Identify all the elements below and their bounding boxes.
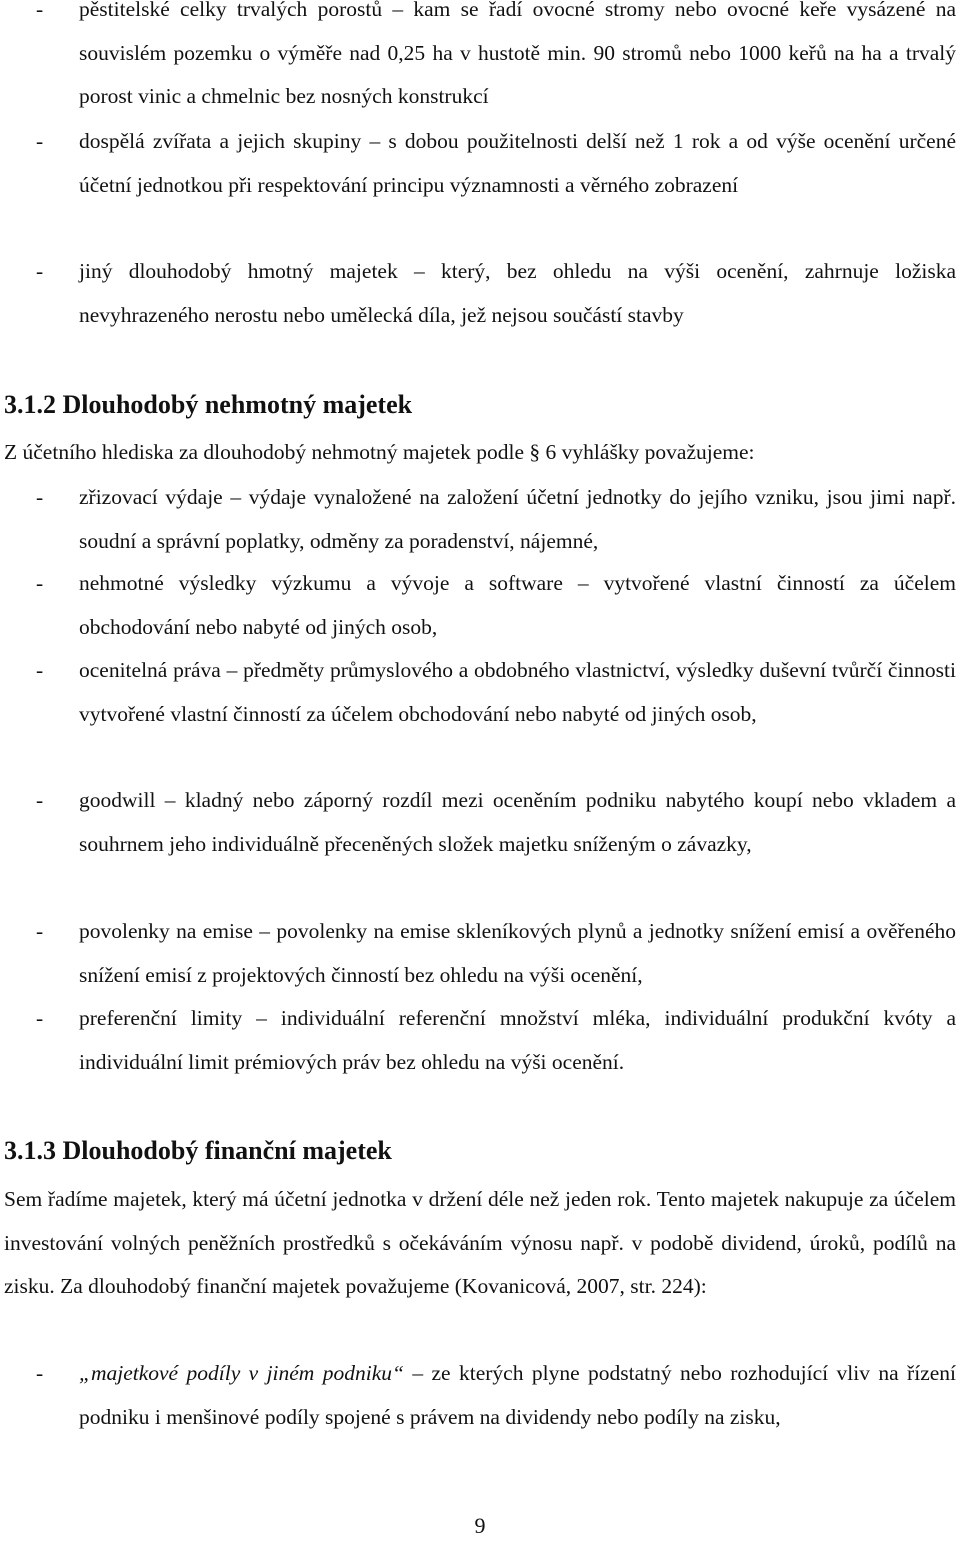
list-dash: - [36,259,44,283]
section-heading-312: 3.1.2 Dlouhodobý nehmotný majetek [4,390,413,419]
list-item-text: preferenční limity – individuální referenční množství mléka, individuální produkční kvóty a individuální limit prémiových práv bez ohledu na výši ocenění. [79,1006,956,1074]
list-item-text: ocenitelná práva – předměty průmyslového a obdobného vlastnictví, výsledky duševní tvůrčí činnosti vytvořené vlastní činností za účelem obchodování nebo nabyté od jiných osob, [79,658,956,726]
list-item-text [79,1352,956,1439]
list-item-text: povolenky na emise – povolenky na emise skleníkových plynů a jednotky snížení emisí a ověřeného snížení emisí z projektových činností bez ohledu na výši ocenění, [79,919,956,987]
page-number: 9 [474,1513,486,1538]
list-item [0,250,956,337]
section-313-paragraph: Sem řadíme majetek, který má účetní jednotka v držení déle než jeden rok. Tento majetek nakupuje za účelem investování volných peněžních prostředků s očekáváním výnosu např. v podobě dividend, úroků, podílů na zisku. Za dlouhodobý finanční majetek považujeme (Kovanicová, 2007, str. 224): [4,1187,956,1298]
list-item-text: zřizovací výdaje – výdaje vynaložené na založení účetní jednotky do jejího vzniku, jsou jimi např. soudní a správní poplatky, odměny za poradenství, nájemné, [79,485,956,553]
list-dash: - [36,1006,44,1030]
list-dash: - [36,129,44,153]
list-item [0,1352,956,1439]
list-item [0,0,956,119]
list-dash: - [36,485,44,509]
list-dash: - [36,1361,44,1385]
list-item [0,562,956,649]
list-item [0,779,956,866]
list-item [0,649,956,736]
list-item [0,910,956,997]
section-heading-313: 3.1.3 Dlouhodobý finanční majetek [4,1136,392,1165]
list-dash: - [36,788,44,812]
list-dash: - [36,0,44,21]
list-dash: - [36,658,44,682]
list-dash: - [36,919,44,943]
italic-term: „majetkové podíly v jiném podniku“ [79,1361,404,1385]
list-item-text: goodwill – kladný nebo záporný rozdíl mezi oceněním podniku nabytého koupí nebo vkladem a souhrnem jeho individuálně přeceněných složek majetku sníženým o závazky, [79,788,956,856]
list-item [0,120,956,207]
list-dash: - [36,571,44,595]
list-item-text: pěstitelské celky trvalých porostů – kam se řadí ovocné stromy nebo ovocné keře vysázené na souvislém pozemku o výměře nad 0,25 ha v hustotě min. 90 stromů nebo 1000 keřů na ha a trvalý porost vinic a chmelnic bez nosných konstrukcí [79,0,956,108]
list-item-text: nehmotné výsledky výzkumu a vývoje a software – vytvořené vlastní činností za účelem obchodování nebo nabyté od jiných osob, [79,571,956,639]
list-item [0,997,956,1084]
section-312-intro: Z účetního hlediska za dlouhodobý nehmotný majetek podle § 6 vyhlášky považujeme: [4,440,755,464]
list-item-text: jiný dlouhodobý hmotný majetek – který, bez ohledu na výši ocenění, zahrnuje ložiska nevyhrazeného nerostu nebo umělecká díla, jež nejsou součástí stavby [79,259,956,327]
list-item-rest: – ze kterých plyne podstatný nebo rozhodující vliv na řízení podniku i menšinové podíly spojené s právem na dividendy nebo podíly na zisku, [79,1361,956,1429]
list-item-text: dospělá zvířata a jejich skupiny – s dobou použitelnosti delší než 1 rok a od výše ocenění určené účetní jednotkou při respektování principu významnosti a věrného zobrazení [79,129,956,197]
list-item [0,476,956,563]
